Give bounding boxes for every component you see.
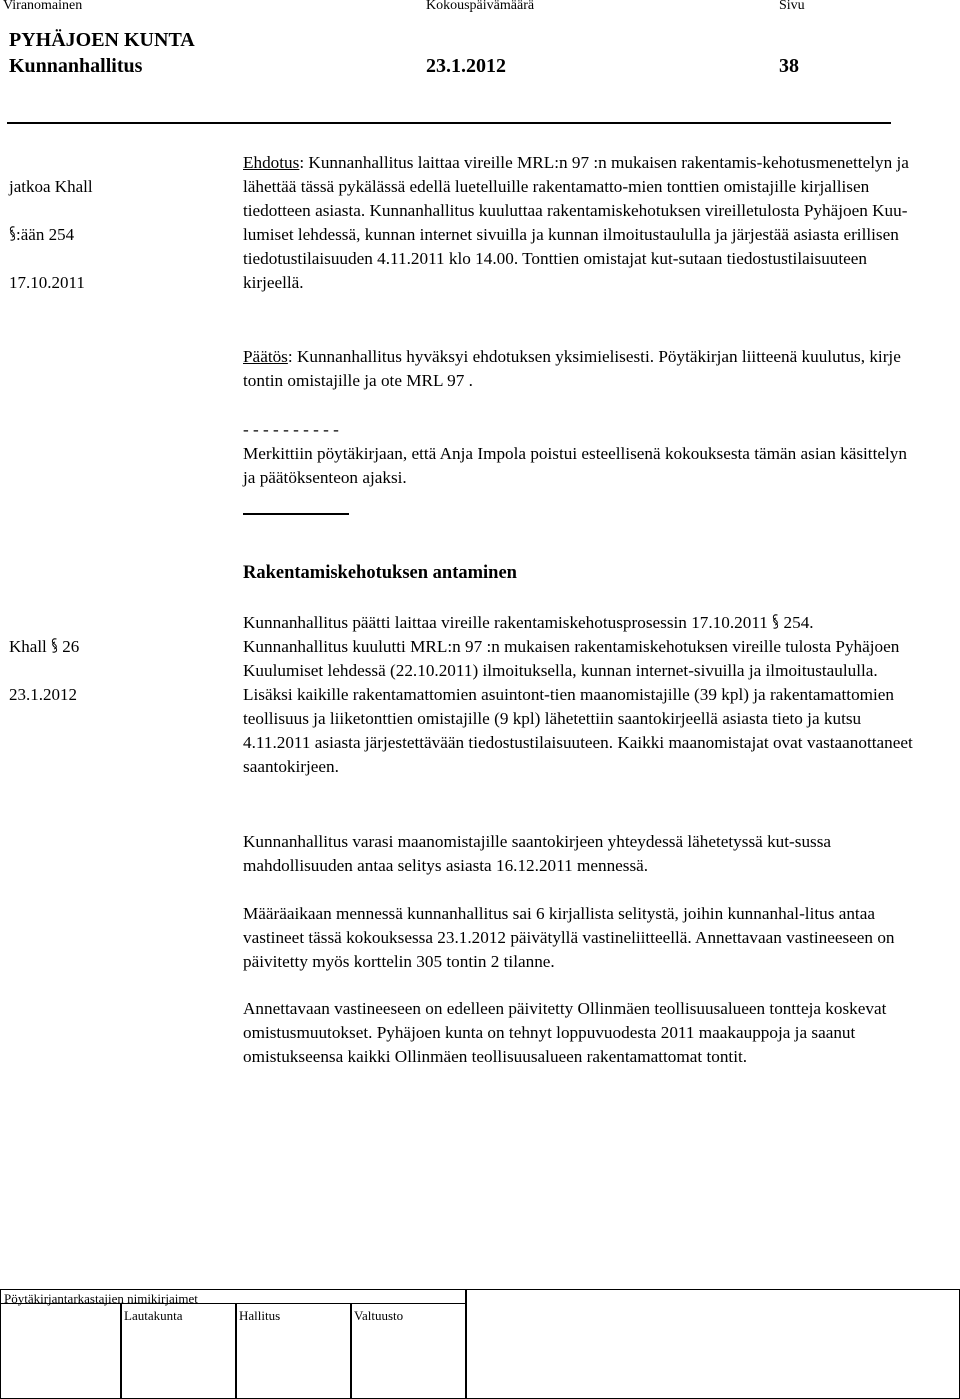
dash-separator: - - - - - - - - - - <box>243 420 339 439</box>
section-title: Rakentamiskehotuksen antaminen <box>243 563 517 583</box>
proposal-text: : Kunnanhallitus laittaa vireille MRL:n 97 :n mukaisen rakentamis-kehotusmenettelyn ja lähettää tässä pykälässä edellä luetelluille rakentamatto-mien tonttien omistajille kirjallisen tiedotteen asiasta. Kunnanhallitus kuuluttaa rakentamiskehotuksen vireilletulosta Pyhäjoen Kuu-lumiset lehdessä, kunnan internet sivuilla ja kunnan ilmoitustaululla ja järjestää asiasta erillisen tiedotustilaisuuden 4.11.2011 klo 14.00. Tonttien omistajat kut-sutaan tiedostustilaisuuteen kirjeellä. <box>243 153 909 292</box>
margin-reference-line: :ään 254 <box>9 223 93 247</box>
section-sign-icon <box>772 613 779 630</box>
header-page-number: 38 <box>779 55 799 77</box>
signature-cell <box>0 1303 122 1399</box>
section-sign-icon <box>9 225 16 242</box>
paragraph-updates: Annettavaan vastineeseen on edelleen päivitetty Ollinmäen teollisuusalueen tontteja koskevat omistusmuutokset. Pyhäjoen kunta on tehnyt loppuvuodesta 2011 maakauppoja ja saanut omistukseensa kaikki Ollinmäen teollisuusalueen rakentamattomat tontit. <box>243 999 887 1066</box>
decision-paragraph <box>243 345 913 393</box>
header-label-meeting-date: Kokouspäivämäärä <box>426 0 535 13</box>
margin-section-reference <box>9 611 79 731</box>
signature-box-extra <box>465 1289 960 1399</box>
section-sign-icon <box>51 637 58 654</box>
header-governing-body: Kunnanhallitus <box>9 55 143 77</box>
decision-label: Päätös <box>243 347 288 366</box>
header-organization: PYHÄJOEN KUNTA <box>9 29 195 51</box>
short-divider <box>243 513 349 515</box>
signature-column-board: Hallitus <box>239 1308 281 1323</box>
decision-text: : Kunnanhallitus hyväksyi ehdotuksen yksimielisesti. Pöytäkirjan liitteenä kuulutus, kirje tontin omistajille ja ote MRL 97 . <box>243 347 901 390</box>
paragraph-process: Kunnanhallitus päätti laittaa vireille rakentamiskehotusprosessin 17.10.2011 254. Kunnanhallitus kuulutti MRL:n 97 :n mukaisen rakentamiskehotuksen vireille tulosta Pyhäjoen Kuulumiset lehdessä (22.10.2011) ilmoituksella, kunnan internet-sivuilla ja ilmoitustaululla. Lisäksi kaikille rakentamattomien asuintont-tien maanomistajille (39 kpl) ja rakentamattomien teollisuus ja liiketonttien omistajille (9 kpl) lähetettiin saantokirjeellä asiasta tieto ja kutsu 4.11.2011 asiasta järjestettävään tiedostustilaisuuteen. Kaikki maanomistajat ovat vastaanottaneet saantokirjeen. <box>243 613 913 776</box>
header-divider <box>7 122 891 124</box>
margin-reference <box>9 151 93 319</box>
signature-column-committee: Lautakunta <box>124 1308 183 1323</box>
margin-reference-line: 17.10.2011 <box>9 273 85 292</box>
header-meeting-date: 23.1.2012 <box>426 55 506 77</box>
header-label-authority: Viranomainen <box>3 0 83 13</box>
signature-column-council: Valtuusto <box>354 1308 404 1323</box>
minutes-note: Merkittiin pöytäkirjaan, että Anja Impola poistui esteellisenä kokouksesta tämän asian käsittelyn ja päätöksenteon ajaksi. <box>243 444 907 487</box>
header-label-page: Sivu <box>779 0 805 13</box>
signature-footer <box>0 1289 960 1399</box>
margin-reference-line: Khall 26 <box>9 637 80 656</box>
proposal-label: Ehdotus <box>243 153 300 172</box>
signatures-label: Pöytäkirjantarkastajien nimikirjaimet <box>4 1291 198 1306</box>
paragraph-explanations: Kunnanhallitus varasi maanomistajille saantokirjeen yhteydessä lähetetyssä kut-sussa mahdollisuuden antaa selitys asiasta 16.12.2011 mennessä. <box>243 832 832 875</box>
proposal-paragraph <box>243 151 913 295</box>
margin-reference-line: jatkoa Khall <box>9 177 93 196</box>
margin-reference-line: 23.1.2012 <box>9 685 77 704</box>
paragraph-responses: Määräaikaan mennessä kunnanhallitus sai 6 kirjallista selitystä, joihin kunnanhal-litus antaa vastineet tässä kokouksessa 23.1.2012 päivätyllä vastineliitteellä. Annettavaan vastineeseen on päivitetty myös korttelin 305 tontin 2 tilanne. <box>243 904 895 971</box>
